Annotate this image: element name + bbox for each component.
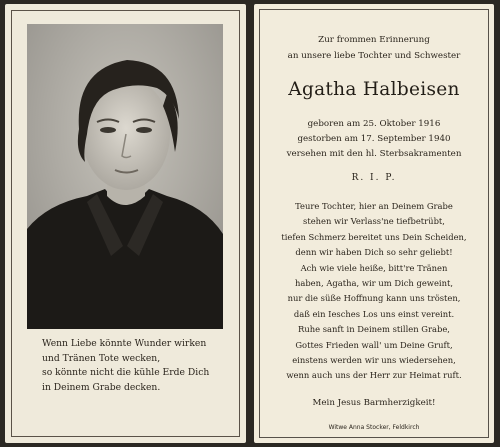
death-date: gestorben am 17. September 1940 xyxy=(297,134,451,144)
poem-line: haben, Agatha, wir um Dich geweint, xyxy=(294,278,454,289)
verse-line: so könnte nicht die kühle Erde Dich xyxy=(42,367,210,379)
intro-line: Zur frommen Erinnerung xyxy=(318,35,430,45)
left-panel xyxy=(5,4,246,443)
poem-line: Ach wie viele heiße, bitt're Tränen xyxy=(300,262,448,273)
printer-credit: Witwe Anna Stocker, Feldkirch xyxy=(328,424,420,431)
memorial-verse-left xyxy=(5,337,246,395)
deceased-name: Agatha Halbeisen xyxy=(288,79,460,100)
closing-prayer: Mein Jesus Barmherzigkeit! xyxy=(312,398,436,408)
rip-text: R. I. P. xyxy=(351,173,397,183)
poem-line: wenn auch uns der Herr zur Heimat ruft. xyxy=(286,370,462,381)
intro-line: an unsere liebe Tochter und Schwester xyxy=(287,51,461,61)
verse-line: in Deinem Grabe decken. xyxy=(42,381,161,393)
poem-line: Ruhe sanft in Deinem stillen Grabe, xyxy=(298,324,450,335)
poem-line: stehen wir Verlass'ne tiefbetrübt, xyxy=(303,216,445,227)
memorial-poem xyxy=(254,199,494,384)
poem-line: Teure Tochter, hier an Deinem Grabe xyxy=(295,201,453,211)
poem-line: denn wir haben Dich so sehr geliebt! xyxy=(295,247,453,258)
poem-line: Gottes Frieden wall' um Deine Gruft, xyxy=(295,339,453,350)
right-panel xyxy=(254,4,494,443)
verse-line: Wenn Liebe könnte Wunder wirken xyxy=(42,338,207,349)
poem-line: tiefen Schmerz bereitet uns Dein Scheiden, xyxy=(281,231,467,242)
portrait-photo xyxy=(27,24,223,329)
poem-line: nur die süße Hoffnung kann uns trösten, xyxy=(287,293,461,304)
birth-date: geboren am 25. Oktober 1916 xyxy=(307,119,441,129)
sacraments-line: versehen mit den hl. Sterbsakramenten xyxy=(286,149,462,159)
poem-line: daß ein Iesches Los uns einst vereint. xyxy=(293,308,455,319)
poem-line: einstens werden wir uns wiedersehen, xyxy=(292,355,456,366)
verse-line: und Tränen Tote wecken, xyxy=(42,352,161,364)
